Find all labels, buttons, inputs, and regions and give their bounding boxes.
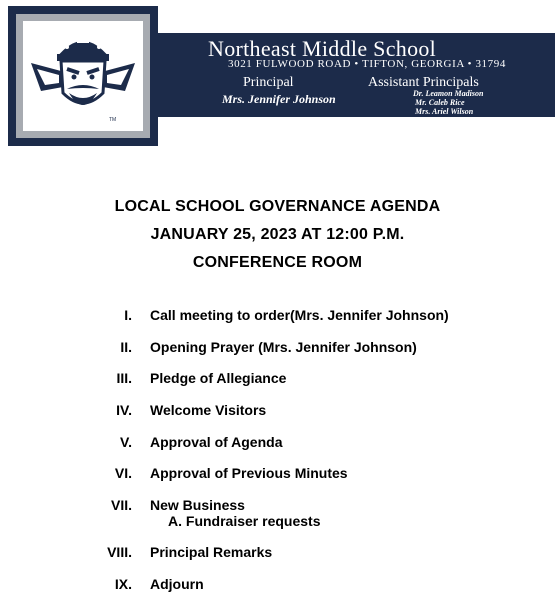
agenda-sub-item: A. Fundraiser requests — [168, 513, 321, 529]
agenda-item-number: V. — [120, 434, 132, 450]
agenda-item-label: Call meeting to order(Mrs. Jennifer Johnson) — [150, 307, 449, 323]
agenda-item-label: Welcome Visitors — [150, 402, 267, 418]
agenda-item-number: I. — [124, 307, 132, 323]
assistant-principal-name: Dr. Leamon Madison — [413, 89, 484, 98]
assistant-principals-title: Assistant Principals — [368, 75, 479, 90]
assistant-principals-list — [413, 89, 523, 116]
mascot-logo-icon — [23, 21, 143, 131]
agenda-item-label: New Business — [150, 497, 245, 513]
agenda-item-label: Principal Remarks — [150, 544, 273, 560]
agenda-title: LOCAL SCHOOL GOVERNANCE AGENDA — [114, 198, 441, 215]
agenda-item-number: IV. — [116, 402, 132, 418]
agenda-item — [0, 434, 555, 454]
agenda-item-label: Approval of Agenda — [150, 434, 283, 450]
agenda-item-number: VII. — [110, 497, 132, 513]
agenda-item-label: Approval of Previous Minutes — [150, 465, 348, 481]
agenda-item-number: II. — [120, 339, 132, 355]
meeting-location: CONFERENCE ROOM — [192, 254, 363, 271]
agenda-item-number: VIII. — [107, 544, 132, 560]
agenda-item-number: III. — [116, 370, 132, 386]
agenda-item — [0, 465, 555, 485]
agenda-item — [0, 370, 555, 390]
agenda-item — [0, 307, 555, 327]
school-address: 3021 FULWOOD ROAD • TIFTON, GEORGIA • 31794 — [228, 58, 506, 70]
agenda-item-label: Opening Prayer (Mrs. Jennifer Johnson) — [150, 339, 417, 355]
meeting-date: JANUARY 25, 2023 AT 12:00 P.M. — [150, 226, 405, 243]
agenda-item-number: VI. — [114, 465, 132, 481]
agenda-item-number: IX. — [114, 576, 132, 592]
agenda-item — [0, 544, 555, 564]
principal-name: Mrs. Jennifer Johnson — [222, 92, 336, 106]
logo-frame — [16, 14, 150, 138]
agenda-item-label: Adjourn — [150, 576, 204, 592]
logo-tm-mark: TM — [109, 117, 117, 123]
agenda-item — [0, 576, 555, 596]
assistant-principal-name: Mr. Caleb Rice — [415, 98, 465, 107]
school-name: Northeast Middle School — [208, 36, 437, 61]
assistant-principal-name: Mrs. Ariel Wilson — [415, 107, 474, 116]
agenda-item — [0, 339, 555, 359]
logo-box — [8, 6, 158, 146]
agenda-item-label: Pledge of Allegiance — [150, 370, 287, 386]
agenda-item — [0, 402, 555, 422]
principal-title: Principal — [243, 75, 294, 90]
